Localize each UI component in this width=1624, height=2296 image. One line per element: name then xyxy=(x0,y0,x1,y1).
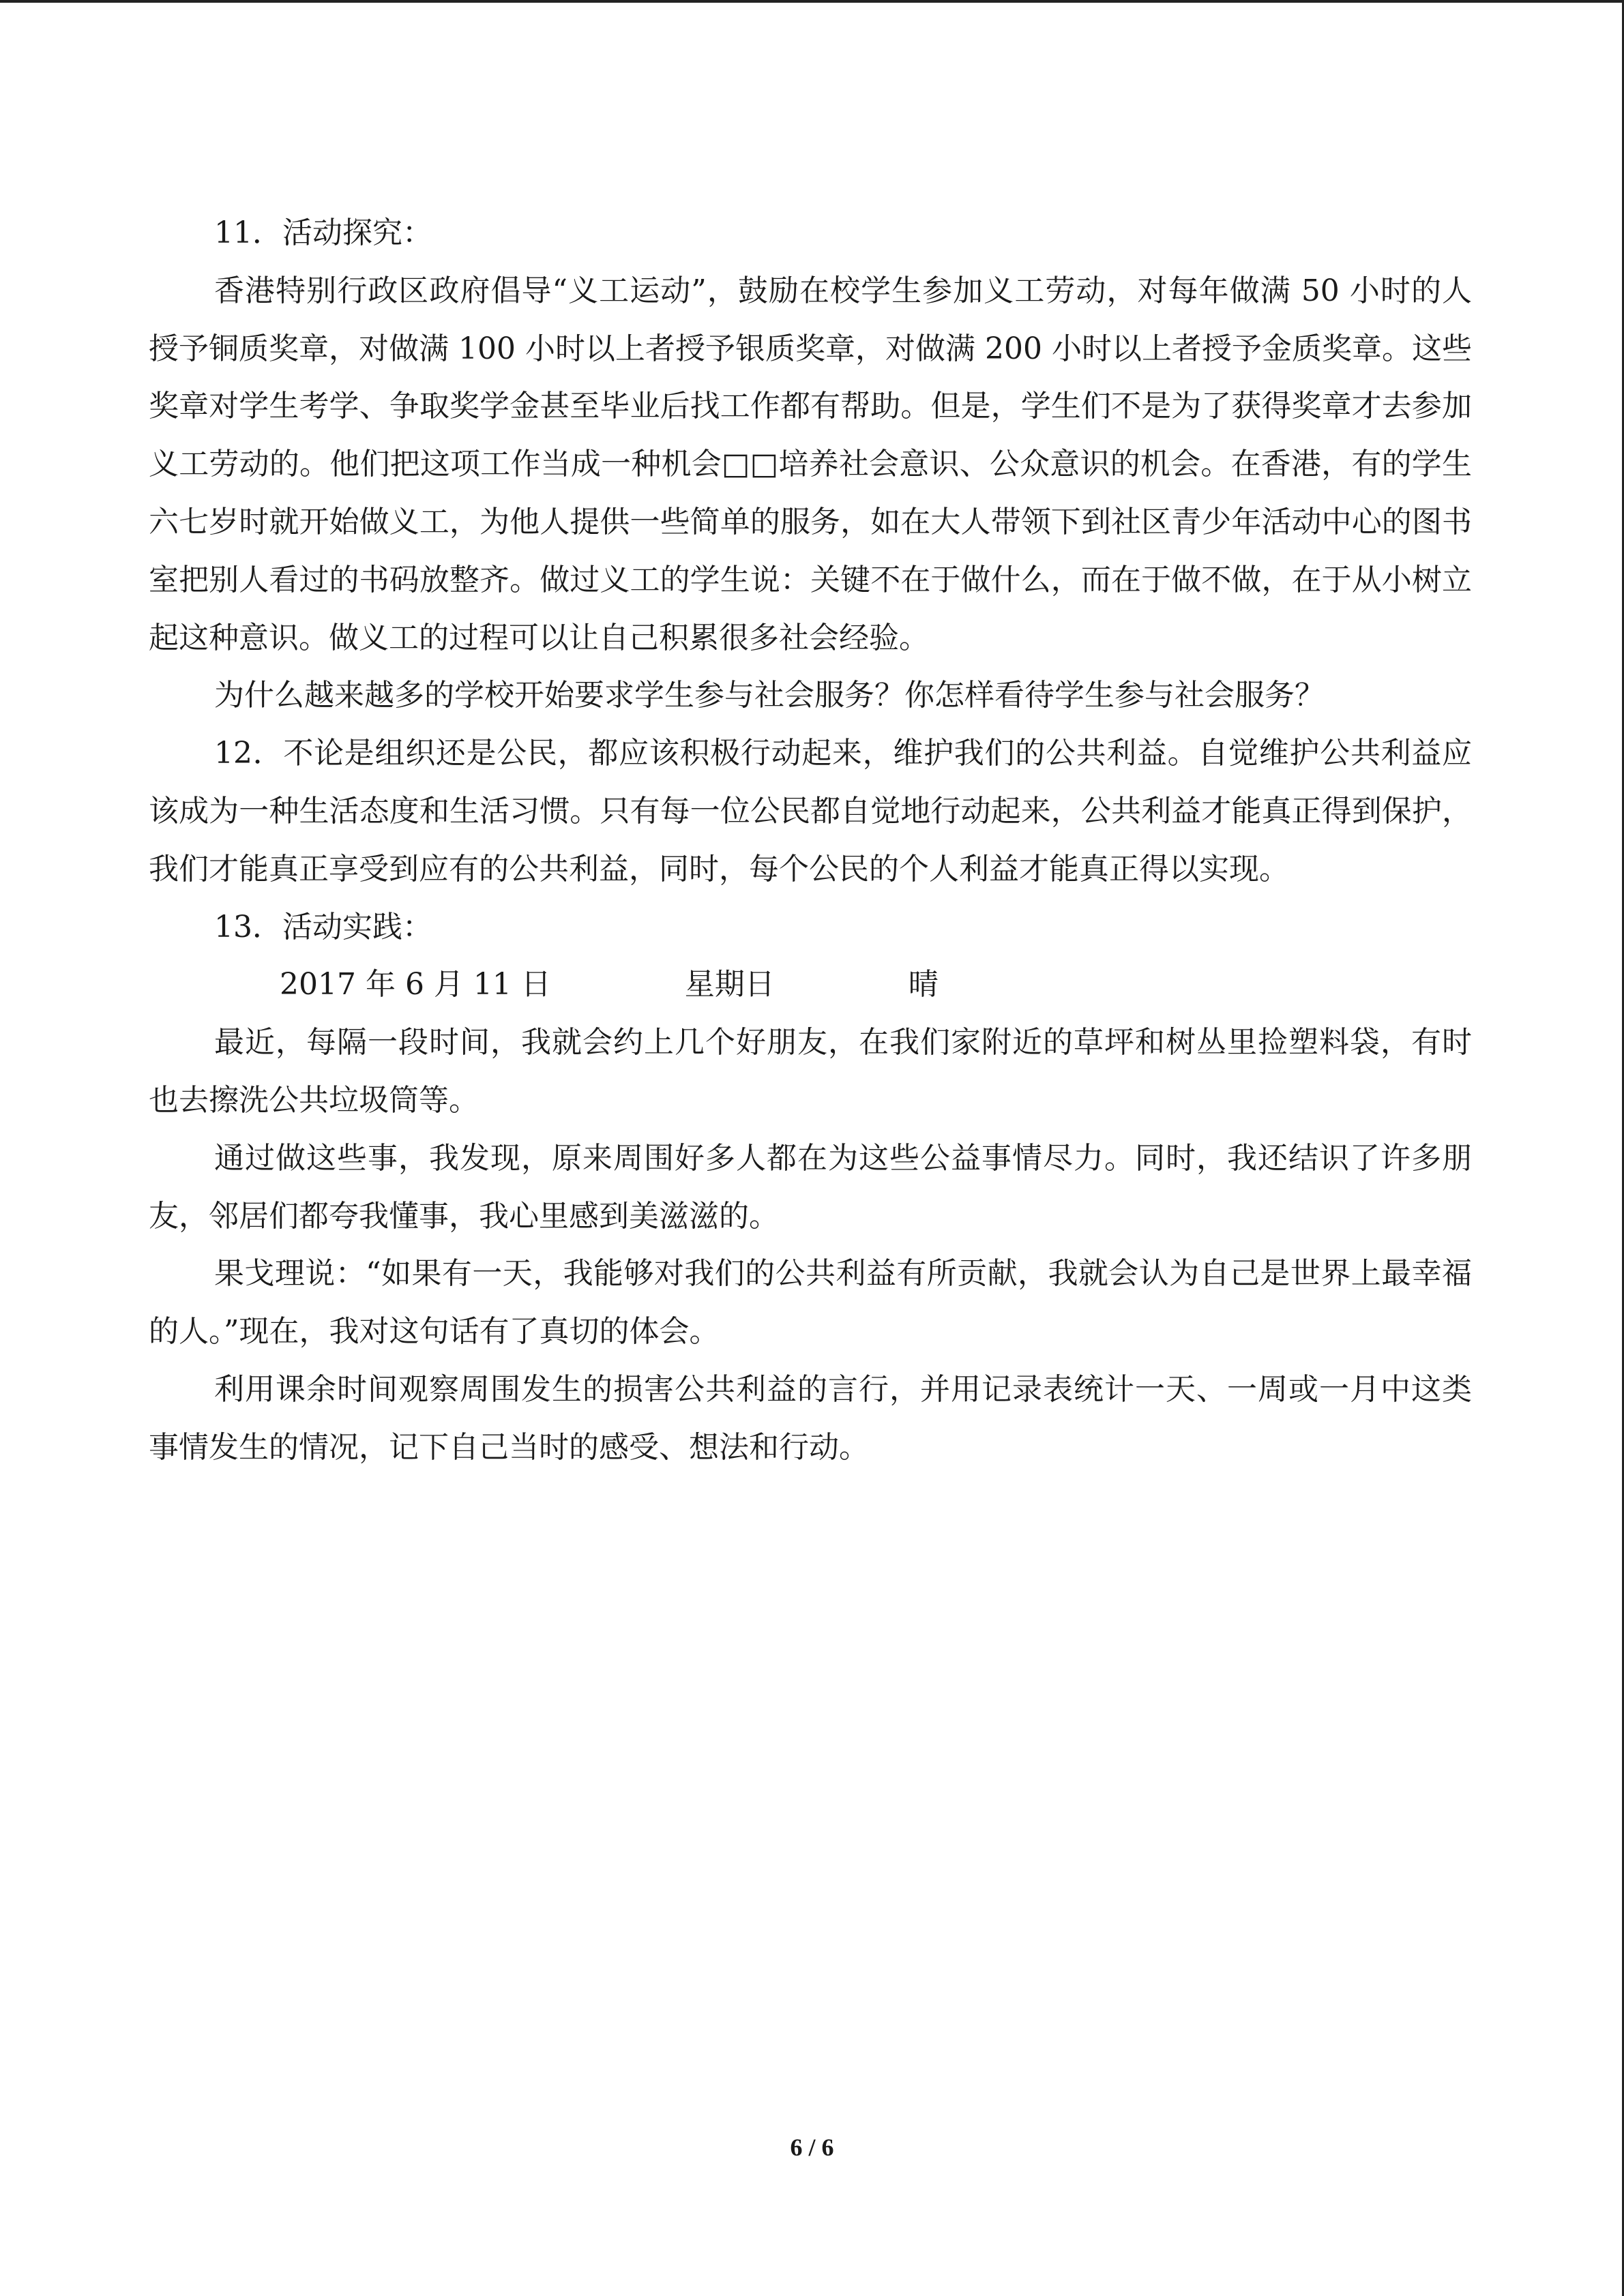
diary-weekday: 星期日 xyxy=(684,967,775,1002)
diary-paragraph-2: 通过做这些事，我发现，原来周围好多人都在为这些公益事情尽力。同时，我还结识了许多朋友，邻居们都夸我懂事，我心里感到美滋滋的。 xyxy=(149,1140,1472,1234)
diary-weather: 晴 xyxy=(908,967,939,1002)
question-13-heading: 13．活动实践： xyxy=(214,909,432,944)
question-11-passage: 香港特别行政区政府倡导“义工运动”，鼓励在校学生参加义工劳动，对每年做满 50 小时的人授予铜质奖章，对做满 100 小时以上者授予银质奖章，对做满 200 小时以上者授予金质奖章。这些奖章对学生考学、争取奖学金甚至毕业后找工作都有帮助。但是，学生们不是为了获得奖章才去参加义工劳动的。他们把这项工作当成一种机会□□培养社会意识、公众意识的机会。在香港，有的学生六七岁时就开始做义工，为他人提供一些简单的服务，如在大人带领下到社区青少年活动中心的图书室把别人看过的书码放整齐。做过义工的学生说：关键不在于做什么，而在于做不做，在于从小树立起这种意识。做义工的过程可以让自己积累很多社会经验。 xyxy=(149,273,1472,655)
question-13-task: 利用课余时间观察周围发生的损害公共利益的言行，并用记录表统计一天、一周或一月中这类事情发生的情况，记下自己当时的感受、想法和行动。 xyxy=(149,1371,1472,1465)
page-number: 6 / 6 xyxy=(790,2134,834,2161)
diary-date: 2017 年 6 月 11 日 xyxy=(280,967,551,1002)
diary-paragraph-1: 最近，每隔一段时间，我就会约上几个好朋友，在我们家附近的草坪和树丛里捡塑料袋，有时也去擦洗公共垃圾筒等。 xyxy=(149,1025,1472,1118)
diary-header xyxy=(149,956,1472,1014)
page-top-border xyxy=(0,0,1624,3)
document-body xyxy=(149,205,1472,1477)
diary-paragraph-3: 果戈理说：“如果有一天，我能够对我们的公共利益有所贡献，我就会认为自己是世界上最幸福的人。”现在，我对这句话有了真切的体会。 xyxy=(149,1256,1472,1350)
question-12-text: 12．不论是组织还是公民，都应该积极行动起来，维护我们的公共利益。自觉维护公共利益应该成为一种生活态度和生活习惯。只有每一位公民都自觉地行动起来，公共利益才能真正得到保护，我们才能真正享受到应有的公共利益，同时，每个公民的个人利益才能真正得以实现。 xyxy=(149,736,1472,886)
question-11-prompt: 为什么越来越多的学校开始要求学生参与社会服务？你怎样看待学生参与社会服务？ xyxy=(214,678,1325,713)
question-11-heading: 11．活动探究： xyxy=(214,215,432,250)
